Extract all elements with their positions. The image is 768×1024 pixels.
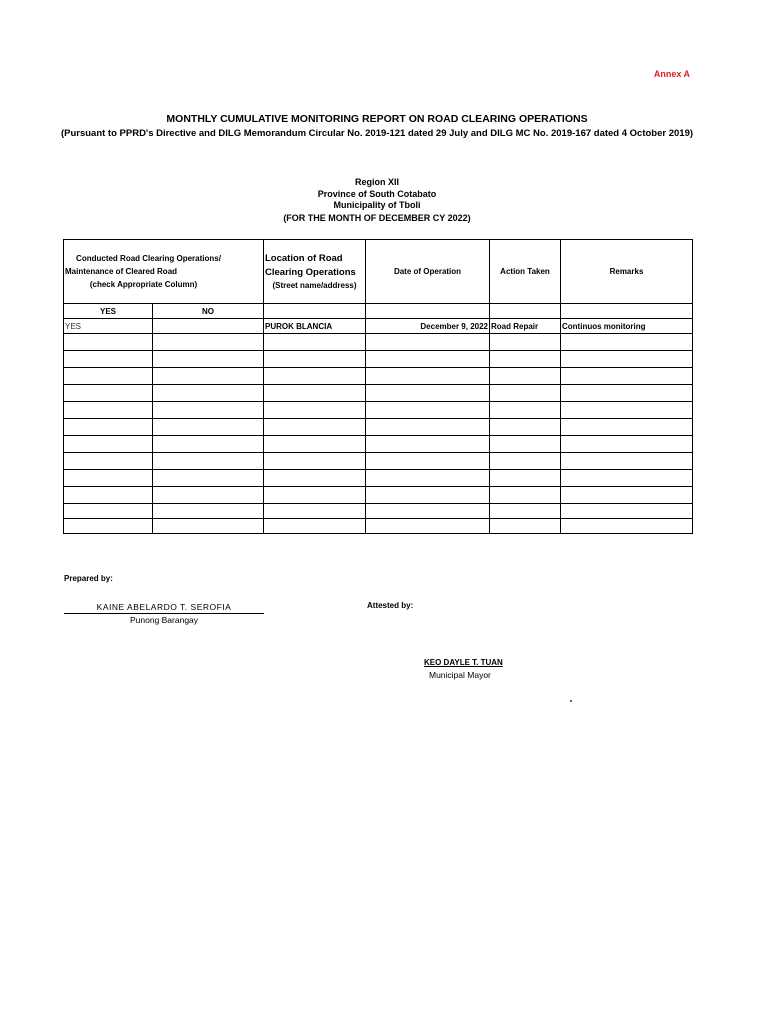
table-row — [64, 504, 693, 519]
row1-remarks: Continuos monitoring — [561, 319, 693, 334]
row1-action: Road Repair — [490, 319, 561, 334]
table-row — [64, 351, 693, 368]
table-row — [64, 519, 693, 534]
row1-date: December 9, 2022 — [366, 319, 490, 334]
table-row — [64, 385, 693, 402]
col-header-location — [264, 240, 366, 304]
report-period: (FOR THE MONTH OF DECEMBER CY 2022) — [283, 213, 471, 223]
yes-no-row — [64, 304, 693, 319]
table-row — [64, 334, 693, 351]
table-row — [64, 487, 693, 504]
monitoring-table — [63, 239, 693, 534]
attested-by-position: Municipal Mayor — [429, 670, 491, 680]
report-subtitle: (Pursuant to PPRD's Directive and DILG Memorandum Circular No. 2019-121 dated 29 July and DILG MC No. 2019-167 dated 4 October 2019) — [60, 128, 694, 139]
col-header-conducted-sub: (check Appropriate Column) — [89, 280, 198, 289]
col-header-conducted-line1: Conducted Road Clearing Operations/ — [76, 254, 221, 263]
table-header-row — [64, 240, 693, 304]
table-row — [64, 402, 693, 419]
annex-label: Annex A — [653, 69, 690, 79]
col-header-conducted-line2: Maintenance of Cleared Road — [65, 267, 178, 276]
prepared-by-name: KAINE ABELARDO T. SEROFIA — [64, 602, 264, 614]
province: Province of South Cotabato — [317, 189, 437, 199]
attested-by-label: Attested by: — [367, 601, 414, 610]
row1-location: PUROK BLANCIA — [264, 319, 366, 334]
table-row — [64, 419, 693, 436]
table-row — [64, 453, 693, 470]
table-row — [64, 470, 693, 487]
table-row — [64, 368, 693, 385]
yes-column-header: YES — [64, 304, 153, 319]
stray-dot — [570, 700, 572, 702]
col-header-location-label: Location of Road Clearing Operations — [265, 252, 356, 278]
report-title: MONTHLY CUMULATIVE MONITORING REPORT ON ROAD CLEARING OPERATIONS — [166, 113, 588, 125]
table-row — [64, 436, 693, 453]
row1-no — [153, 319, 264, 334]
col-header-conducted — [64, 240, 264, 304]
col-header-date: Date of Operation — [366, 240, 490, 304]
region: Region XII — [354, 177, 399, 187]
col-header-location-sub: (Street name/address) — [272, 280, 357, 290]
col-header-remarks: Remarks — [561, 240, 693, 304]
no-column-header: NO — [153, 304, 264, 319]
municipality: Municipality of Tboli — [333, 200, 421, 210]
col-header-action: Action Taken — [490, 240, 561, 304]
prepared-by-label: Prepared by: — [64, 574, 113, 583]
prepared-by-position: Punong Barangay — [129, 615, 199, 625]
table-row — [64, 319, 693, 334]
row1-yes: YES — [64, 319, 153, 334]
attested-by-name: KEO DAYLE T. TUAN — [424, 658, 503, 667]
